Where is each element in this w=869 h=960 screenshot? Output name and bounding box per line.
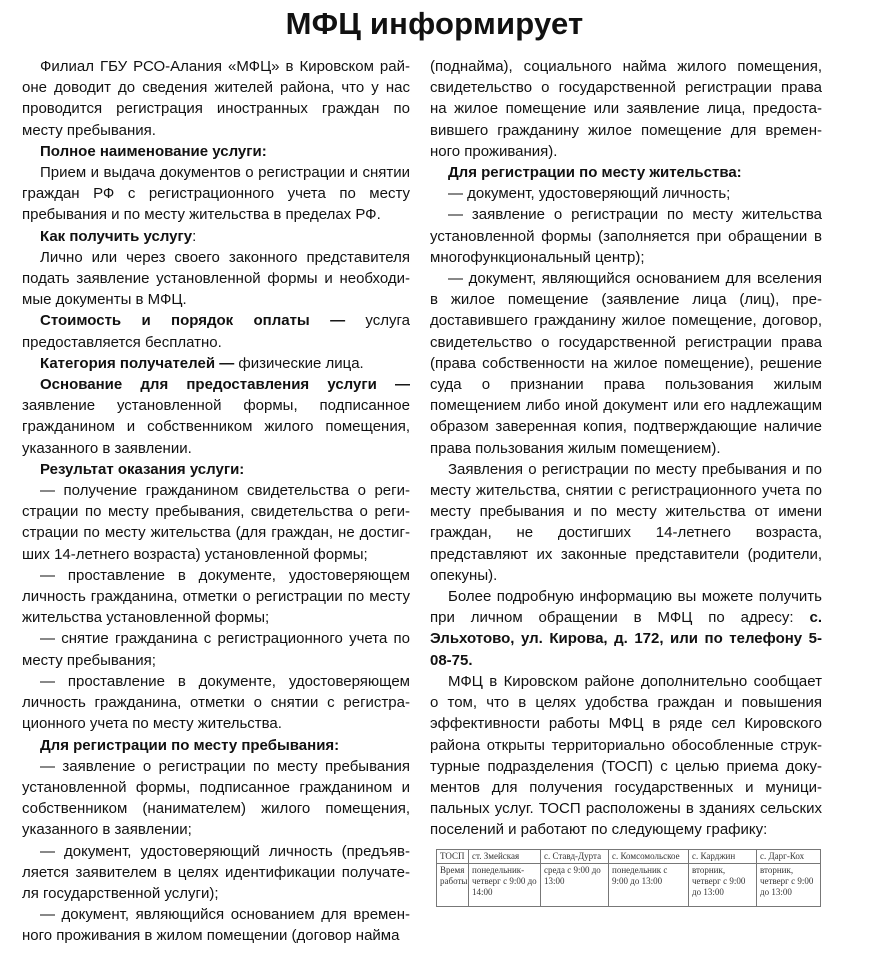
bold-text: Для регистрации по месту жительства: [448,164,742,182]
paragraph [22,756,410,841]
paragraph [22,162,410,226]
bold-text: Как получить услугу [40,227,193,245]
schedule-header-row [437,850,821,864]
text-run: МФЦ в Кировском районе дополнительно сообщает о том, что в целях удобства граждан и повышения эффективности работы МФЦ в ряде сел Кировского района открыты территориально обособленные структурные подразделения (ТОСП) с целью приема документов для получения государственных и муниципальных услуг. ТОСП расположены в зданиях сельских поселений и работают по следующему графику: [430,672,822,839]
schedule-cell: среда с 9:00 до 13:00 [541,864,609,907]
paragraph [22,353,410,374]
paragraph [430,459,822,586]
paragraph [22,671,410,735]
text-run: заявление установленной формы, подписанное гражданином и собственником жилого помещения, указанного в заявлении. [22,397,410,457]
left-column [22,56,410,947]
paragraph [22,628,410,670]
schedule-cell: понедельник с 9:00 до 13:00 [609,864,689,907]
schedule-row [437,864,821,907]
paragraph [22,226,410,247]
schedule-cell: понедельник-четверг с 9:00 до 14:00 [469,864,541,907]
bold-text: Категория получателей — [40,354,235,372]
bold-text: Основание для предоставления услуги — [40,376,410,394]
text-run: — заявление о регистрации по месту жительства установленной формы (заполняется при обращении в многофункциональный центр); [430,206,822,266]
paragraph [22,904,410,946]
paragraph [430,671,822,841]
text-run: — документ, являющийся основанием для временного проживания в жилом помещении (договор найма [22,906,410,945]
schedule-header-cell: ТОСП [437,850,469,864]
text-run: — проставление в документе, удостоверяющем личность гражданина, отметки о снятии с регистрационного учета по месту жительства. [22,672,410,733]
paragraph [22,735,410,756]
text-run: Заявления о регистрации по месту пребывания и по месту жительства, снятии с регистрационного учета по месту пребывания и по месту жительства от имени граждан, не достигших 14-летнего возраста, представляют их законные представители (родители, опекуны). [430,460,822,584]
paragraph [22,247,410,311]
paragraph [22,565,410,629]
headline: МФЦ информирует [285,6,584,41]
bold-text: Стоимость и порядок оплаты — [40,312,346,330]
bold-text: Результат оказания услуги: [40,460,245,478]
schedule-header-cell: с. Дарг-Кох [757,850,821,864]
text-run: Прием и выдача документов о регистрации и снятии граждан РФ с регистрационного учета по месту пребывания и по месту жительства в пределах РФ. [22,164,410,224]
paragraph [22,841,410,905]
paragraph [430,204,822,268]
text-run: — документ, удостоверяющий личность (предъявляется заявителем в целях идентификации получателя государственной услуги); [22,842,410,902]
paragraph [430,162,822,183]
paragraph [430,268,822,459]
schedule-header-cell: с. Комсомольское [609,850,689,864]
text-run: услуга предоставляется бесплатно. [22,312,410,351]
text-run: : [192,227,197,245]
schedule-cell: вторник, четверг с 9:00 до 13:00 [689,864,757,907]
paragraph [22,480,410,565]
paragraph [430,586,822,671]
text-run: физические лица. [234,354,364,372]
schedule-header-cell: ст. Змейская [469,850,541,864]
text-run: (поднайма), социального найма жилого помещения, свидетельство о государственной регистрации права на жилое помещение или заявление лица, предоставившего гражданину жилое помещение для временного проживания). [430,58,822,160]
text-run: — проставление в документе, удостоверяющем личность гражданина, отметки о регистрации по месту жительства установленной формы; [22,566,410,627]
bold-text: Полное наименование услуги: [40,142,267,160]
paragraph [22,459,410,480]
paragraph [22,56,410,141]
schedule-header-cell: с. Карджин [689,850,757,864]
paragraph [430,56,822,162]
text-run: Филиал ГБУ РСО-Алания «МФЦ» в Кировском районе доводит до сведения жителей района, что у нас проводится регистрация иностранных граждан по месту пребывания. [22,58,410,139]
paragraph [22,374,410,459]
text-run: — заявление о регистрации по месту пребывания установленной формы, подписанное гражданином и собственником (нанимателем) жилого помещения, указанного в заявлении; [22,757,410,839]
text-run: Лично или через своего законного представителя подать заявление установленной формы и необходимые документы в МФЦ. [22,248,410,309]
text-run: Более подробную информацию вы можете получить при личном обращении в МФЦ по адресу: [430,588,822,627]
text-run: — документ, удостоверяющий личность; [448,185,731,203]
schedule-table [436,849,821,907]
schedule-header-cell: с. Ставд-Дурта [541,850,609,864]
text-run: — получение гражданином свидетельства о регистрации по месту пребывания, свидетельства о регистрации по месту жительства (для граждан, не достигших 14-летнего возраста) установленной формы; [22,482,410,563]
right-column [430,56,822,841]
bold-text: Для регистрации по месту пребывания: [40,736,340,754]
text-run: — снятие гражданина с регистрационного учета по месту пребывания; [22,630,410,669]
paragraph [22,310,410,352]
schedule-cell: Время работы [437,864,469,907]
paragraph [430,183,822,204]
schedule-cell: вторник, четверг с 9:00 до 13:00 [757,864,821,907]
text-run: — документ, являющийся основанием для вселения в жилое помещение (заявление лица (лиц), предоставившего гражданину жилое помещение, договор, свидетельство о государственной регистрации права (права собственности на жилое помещение), решение суда о признании права пользования жилым помещением либо иной документ или его надлежащим образом заверенная копия, подтверждающие наличие права пользования жилым помещением). [430,270,822,457]
bold-text: с. Эльхотово, ул. Кирова, д. 172, или по телефону 5-08-75. [430,609,822,669]
paragraph [22,141,410,162]
